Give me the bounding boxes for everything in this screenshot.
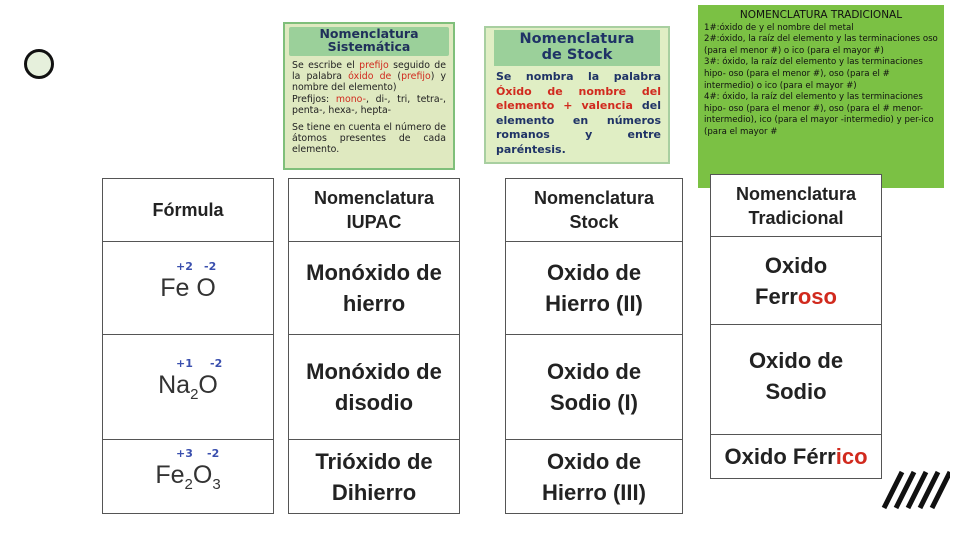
formula-table [102, 178, 274, 514]
stock-header [506, 179, 683, 242]
sistematica-title-line1: Nomenclatura [319, 26, 419, 41]
formula-cell [103, 335, 274, 440]
stock-text: del elemento en números romanos y entre paréntesis. [496, 99, 661, 156]
cell-line: Sodio [765, 379, 827, 404]
header-line: Tradicional [748, 208, 844, 228]
sis-prefijos-label: Prefijos: [292, 93, 336, 105]
cell-line: Oxido de [546, 359, 642, 384]
decorative-stripes [880, 470, 950, 510]
formula-feo [103, 259, 273, 303]
header-line: Stock [569, 212, 619, 232]
sistematica-title [289, 27, 449, 56]
word-suffix: ico [835, 444, 868, 469]
subscript: 2 [184, 475, 193, 493]
formula-fe2o3 [103, 446, 273, 493]
sis-prefijo: prefijo [359, 60, 389, 71]
formula-cell [103, 242, 274, 335]
sistematica-body [285, 56, 453, 156]
cell-line: Trióxido de [315, 448, 433, 474]
stock-title [494, 30, 660, 66]
header-line: Nomenclatura [735, 184, 857, 204]
formula-cell [103, 440, 274, 514]
word-root: Ferr [755, 283, 798, 309]
sis-text: seguido de la palabra [292, 60, 446, 83]
cell-line: disodio [334, 390, 414, 415]
stock-cell [506, 440, 683, 514]
tradicional-cell [711, 435, 882, 479]
sis-prefijo: prefijo [401, 71, 431, 83]
decorative-circle [24, 49, 54, 79]
element-symbol: Na [158, 371, 191, 399]
sis-atomos: Se tiene en cuenta el número de átomos presentes de cada elemento. [292, 122, 446, 156]
tradicional-rule-3: 3#: óxido, la raíz del elemento y las terminaciones hipo- oso (para el menor #), oso (para el # intermedio) o ico (para el mayor #) [704, 57, 923, 91]
formula-na2o [103, 357, 273, 403]
cell-line: Hierro (II) [545, 291, 643, 316]
tradicional-rule-4: 4#: óxido, la raíz del elemento y las terminaciones hipo- oso (para el menor #), oso (para el # menor-intermedio), ico (para el mayor -intermedio) y per-ico (para el mayor # [704, 92, 934, 137]
header-line: Nomenclatura [533, 188, 655, 208]
oxidation-number: +3 [176, 446, 193, 460]
cell-line [711, 281, 881, 312]
element-symbol: Fe [160, 273, 190, 302]
tradicional-cell [711, 325, 882, 435]
tradicional-title: NOMENCLATURA TRADICIONAL [739, 9, 903, 21]
tradicional-cell [711, 237, 882, 325]
cell-line: Oxido de [748, 348, 844, 373]
iupac-header [289, 179, 460, 242]
element-symbol: O [192, 460, 213, 489]
stock-table [505, 178, 683, 514]
sis-oxido-de: óxido de [348, 71, 392, 83]
cell-line: hierro [342, 291, 406, 316]
sistematica-title-line2: Sistemática [327, 38, 411, 54]
oxidation-number: -2 [207, 446, 220, 460]
cell-line: Hierro (III) [542, 479, 646, 505]
tradicional-header [711, 175, 882, 237]
formula-header: Fórmula [103, 179, 274, 242]
cell-line: Monóxido de [306, 359, 442, 384]
cell-line: Oxido [764, 252, 828, 278]
iupac-table [288, 178, 460, 514]
iupac-cell [289, 335, 460, 440]
sistematica-card [283, 22, 455, 170]
cell-line: Dihierro [331, 479, 417, 505]
oxidation-number: -2 [210, 357, 223, 370]
subscript: 3 [212, 475, 221, 493]
cell-line: Oxido de [546, 448, 642, 474]
sis-text: ( [391, 71, 402, 83]
sis-text: ) y nombre del elemento) [292, 71, 447, 94]
stock-body [486, 66, 668, 157]
tradicional-rule-1: 1#:óxido de y el nombre del metal [704, 22, 854, 33]
stock-cell [506, 335, 683, 440]
stock-card [484, 26, 670, 164]
tradicional-rule-2: 2#:óxido, la raíz del elemento y las terminaciones oso (para el menor #) o ico (para el mayor #) [704, 34, 938, 56]
stock-oxido-de: Óxido de nombre del elemento + valencia [496, 84, 661, 112]
element-symbol: O [189, 273, 216, 302]
iupac-cell [289, 440, 460, 514]
cell-line: Oxido de [546, 260, 642, 285]
element-symbol: Fe [155, 460, 185, 489]
subscript: 2 [190, 386, 199, 403]
sis-prefijos-rest: , di-, tri, tetra-, penta-, hexa-, hepta- [292, 93, 446, 116]
sis-text: Se escribe el [292, 60, 360, 71]
oxidation-number: +2 [176, 259, 193, 273]
stock-cell [506, 242, 683, 335]
element-symbol: O [198, 371, 218, 399]
cell-line: Monóxido de [306, 260, 442, 285]
oxidation-number: -2 [204, 259, 217, 273]
word-root: Oxido Férr [724, 444, 836, 469]
word-suffix: oso [797, 283, 837, 309]
stock-text: Se nombra la palabra [496, 70, 661, 83]
stock-title-line2: de Stock [541, 47, 613, 63]
sis-mono: mono- [335, 93, 366, 105]
tradicional-card [698, 5, 944, 188]
header-line: Nomenclatura [313, 188, 435, 208]
cell-line: Sodio (I) [550, 390, 638, 415]
iupac-cell [289, 242, 460, 335]
header-line: IUPAC [346, 212, 402, 232]
oxidation-number: +1 [176, 357, 193, 370]
stock-title-line1: Nomenclatura [519, 31, 635, 47]
tradicional-table [710, 174, 882, 479]
